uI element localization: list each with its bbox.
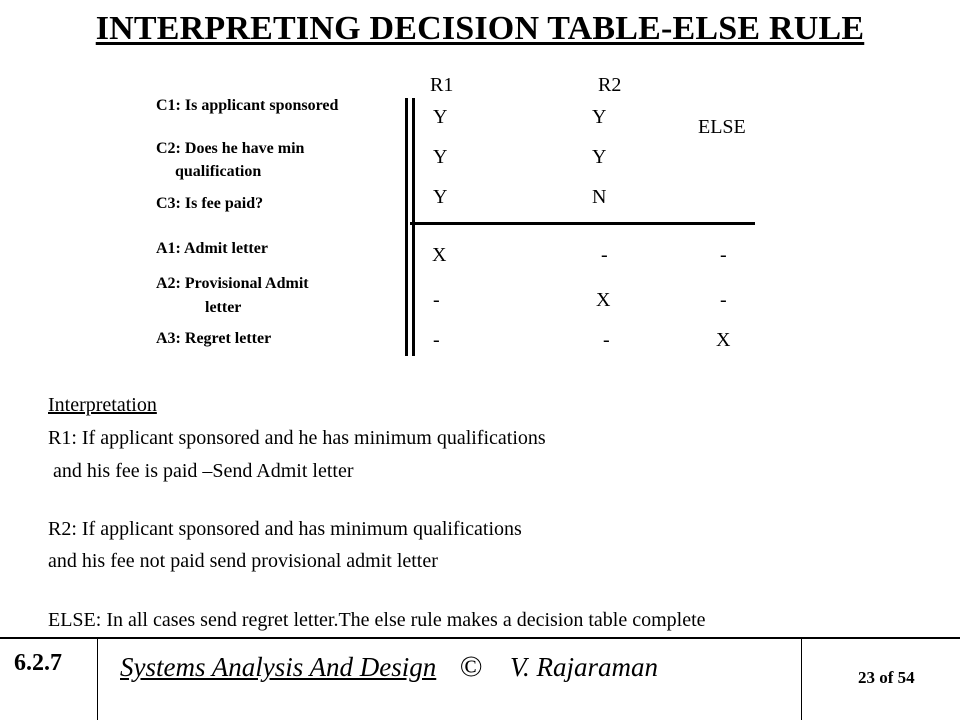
interpretation-line: and his fee is paid –Send Admit letter — [48, 460, 354, 482]
vertical-divider-right — [412, 98, 415, 356]
copyright-icon: © — [459, 650, 483, 683]
course-title: Systems Analysis And Design — [120, 652, 437, 682]
cell-a1-else: - — [720, 244, 727, 266]
cell-c1-r1: Y — [433, 106, 448, 128]
interpretation-line: ELSE: In all cases send regret letter.The else rule makes a decision table complete — [48, 609, 706, 631]
condition-label-c1: C1: Is applicant sponsored — [156, 97, 339, 114]
cell-a3-else: X — [716, 329, 731, 351]
condition-label-c2: C2: Does he have min — [156, 140, 305, 157]
cell-a3-r2: - — [603, 329, 610, 351]
cell-c3-r2: N — [592, 186, 607, 208]
cell-c3-r1: Y — [433, 186, 448, 208]
slide-title: INTERPRETING DECISION TABLE-ELSE RULE — [95, 10, 865, 47]
condition-label-c2-cont: qualification — [175, 163, 262, 180]
cell-a1-r1: X — [432, 244, 447, 266]
rule-header-r1: R1 — [430, 74, 454, 96]
cell-a2-r2: X — [596, 289, 611, 311]
condition-label-c3: C3: Is fee paid? — [156, 195, 264, 212]
cell-c1-r2: Y — [592, 106, 607, 128]
horizontal-divider — [410, 222, 755, 225]
interpretation-line: R1: If applicant sponsored and he has minimum qualifications — [48, 427, 546, 449]
interpretation-heading: Interpretation — [48, 394, 157, 416]
vertical-divider-left — [405, 98, 408, 356]
cell-c2-r2: Y — [592, 146, 607, 168]
page-number: 23 of 54 — [858, 668, 915, 687]
action-label-a1: A1: Admit letter — [156, 240, 268, 257]
interpretation-line: R2: If applicant sponsored and has minimum qualifications — [48, 518, 522, 540]
action-label-a2: A2: Provisional Admit — [156, 275, 309, 292]
action-label-a3: A3: Regret letter — [156, 330, 272, 347]
cell-c2-r1: Y — [433, 146, 448, 168]
section-number: 6.2.7 — [14, 650, 62, 676]
rule-header-r2: R2 — [598, 74, 622, 96]
cell-a2-else: - — [720, 289, 727, 311]
footer-credit — [120, 650, 658, 684]
cell-a1-r2: - — [601, 244, 608, 266]
action-label-a2-cont: letter — [205, 299, 242, 316]
author-name: V. Rajaraman — [510, 652, 659, 682]
interpretation-line: and his fee not paid send provisional admit letter — [48, 550, 438, 572]
footer-divider-left — [97, 639, 98, 720]
cell-a2-r1: - — [433, 289, 440, 311]
footer-rule — [0, 637, 960, 639]
cell-a3-r1: - — [433, 329, 440, 351]
footer-divider-right — [801, 639, 802, 720]
else-header: ELSE — [698, 116, 746, 138]
